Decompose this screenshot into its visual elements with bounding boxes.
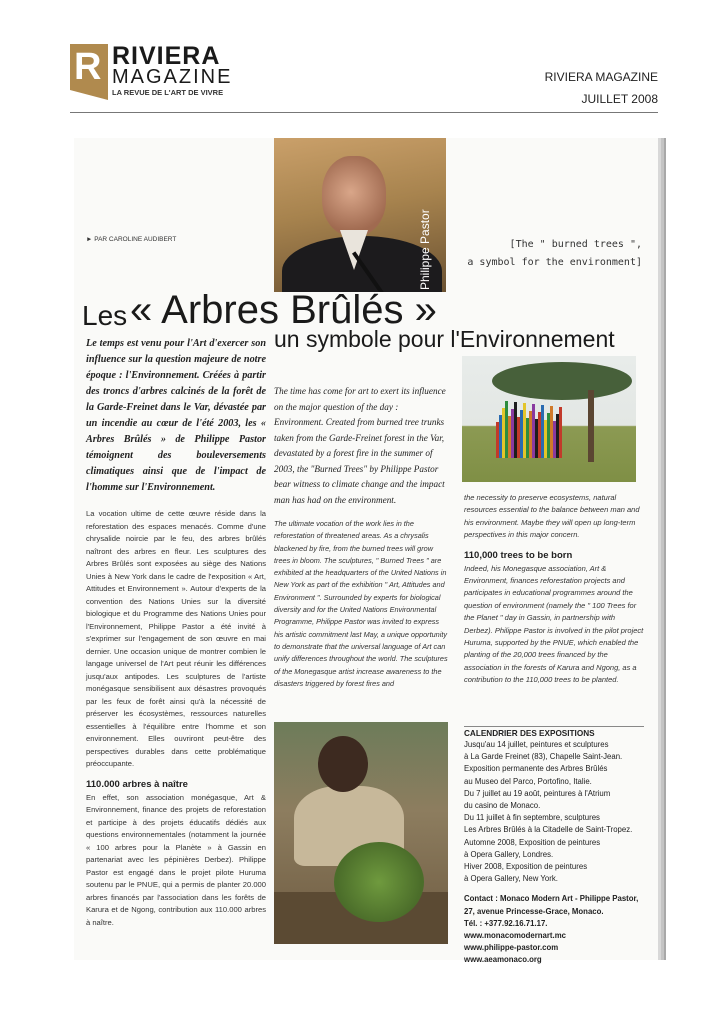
header-info [545, 66, 658, 110]
body-column-fr [86, 508, 266, 929]
lead-paragraph-en: The time has come for art to exert its influence on the major question of the day : Environment. Created from burned tree trunks taken from the Garde-Freinet forest in the Var, devastated by a forest fire in the summer of 2003, the "Burned Trees" by Philippe Pastor bear witness to climate change and the impact man has had on the environment. [274, 386, 446, 505]
calendar-line: Du 11 juillet à fin septembre, sculptures [464, 813, 600, 823]
logo-riviera-text: RIVIERA [112, 42, 221, 70]
body-paragraph: the necessity to preserve ecosystems, natural resources essential to the balance between man and his environment. Maybe they will open up long-term perspectives in this major concern. [464, 493, 640, 540]
contact-label: Contact : [464, 894, 498, 904]
calendar-line: Hiver 2008, Exposition de peintures [464, 862, 588, 872]
calendar-line: du casino de Monaco. [464, 801, 541, 811]
logo-mark: R [70, 44, 108, 100]
exhibition-calendar [464, 726, 644, 967]
calendar-line: à Opera Gallery, New York. [464, 874, 558, 884]
body-paragraph: La vocation ultime de cette œuvre réside dans la reforestation des espaces menacés. Comme d'une chrysalide noircie par le feu, des arbres brûlés naîtront des arbres en fleur. Les sculptures des Arbres Brûlés sont exposées au siège des Nations Unies à New York dans le cadre de l'exposition « Art, Attitudes et Environnement ». Autour d'experts de la convention des Nations Unies sur la diversité biologique et du Programme des Nations Unies pour l'Environnement, Philippe Pastor a été invité à s'exprimer sur l'engagement de son œuvre en mai dernier. Une occasion unique de montrer combien le langage universel de l'Art peut réunir les différences jusqu'aux antipodes. Les sculptures de l'artiste monégasque sensibilisent aux désastres provoqués par les feux de forêt ainsi qu'à la nécessité de préserver les écosystèmes, ressources naturelles essentielles à l'équilibre entre l'homme et son environnement. Elles ouvriront peut-être des perspectives durables dans cette problématique préoccupante. [86, 509, 266, 768]
body-paragraph: En effet, son association monégasque, Art & Environnement, finance des projets de reforestation et participe à des projets éducatifs dédiés aux questions environnementales (notamment la journée « 100 arbres pour la Planète » à Gassin en partenariat avec les pépinières Derbez). Philippe Pastor est engagé dans le projet pilote Huruma soutenu par le PNUE, qui a permis de planter 20.000 arbres financés par l'association dans les forêts de Karura et de Ngong, contribution aux 110.000 arbres à naître. [86, 792, 266, 927]
calendar-line: Exposition permanente des Arbres Brûlés [464, 764, 608, 774]
contact-line: 27, avenue Princesse-Grace, Monaco. [464, 906, 604, 916]
contact-line: www.philippe-pastor.com [464, 943, 559, 953]
calendar-line: à La Garde Freinet (83), Chapelle Saint-Jean. [464, 752, 623, 762]
article-byline: ► PAR CAROLINE AUDIBERT [86, 236, 177, 243]
calendar-line: au Museo del Parco, Portofino, Italie. [464, 776, 592, 786]
contact-line: Monaco Modern Art - Philippe Pastor, [499, 894, 639, 904]
burned-trees-installation-photo [462, 356, 636, 482]
contact-block [464, 893, 644, 966]
article-title-les: Les [82, 300, 128, 331]
calendar-line: à Opera Gallery, Londres. [464, 849, 554, 859]
logo-tagline: LA REVUE DE L'ART DE VIVRE [112, 88, 224, 97]
issue-date: JUILLET 2008 [581, 92, 658, 106]
calendar-line: Les Arbres Brûlés à la Citadelle de Saint-Tropez. [464, 825, 633, 835]
contact-line: Tél. : +377.92.16.71.17. [464, 918, 548, 928]
logo-magazine-text: MAGAZINE [112, 66, 233, 88]
body-paragraph: The ultimate vocation of the work lies in the reforestation of threatened areas. As a chrysalis blackened by fire, from the burned trees will grow trees in bloom. The sculptures, " Burned Trees " are exhibited at the headquarters of the United Nations in New York as part of the exhibition " Art, Attitudes and Environment ". Surrounded by experts for biological diversity and for the United Nations Environmental Programme, Philippe Pastor was invited to express his artistic commitment last May, a unique opportunity to demonstrate that the universal language of Art can unify differences throughout the world. The sculptures of the Monegasque artist increase awareness to the disasters triggered by forest fires and [274, 519, 448, 688]
article-subtitle: un symbole pour l'Environnement [274, 326, 615, 352]
body-column-en-continued [464, 492, 644, 687]
contact-line: www.monacomodernart.mc [464, 931, 566, 941]
section-heading: 110,000 trees to be born [464, 549, 573, 561]
pull-quote: [The " burned trees ", a symbol for the environment] [467, 239, 642, 268]
contact-line: www.aeamonaco.org [464, 955, 542, 965]
calendar-line: Du 7 juillet au 19 août, peintures à l'Atrium [464, 788, 611, 798]
lead-paragraph-fr: Le temps est venu pour l'Art d'exercer son influence sur la question majeure de notre époque : l'Environnement. Créées à partir des troncs d'arbres calcinés de la forêt de la Garde-Freinet dans le Var, dévastée par un incendie au cœur de l'été 2003, les « Arbres Brûlés » de Philippe Pastor témoignent des bouleversements climatiques ainsi que de l'impact de l'homme sur l'Environnement. [86, 338, 266, 493]
child-planting-tree-photo [274, 722, 448, 944]
photo-credit: Philippe Pastor [418, 209, 432, 290]
calendar-line: Jusqu'au 14 juillet, peintures et sculptures [464, 740, 609, 749]
riviera-magazine-logo [70, 44, 270, 102]
calendar-title: CALENDRIER DES EXPOSITIONS [464, 726, 644, 738]
body-column-en [274, 518, 448, 690]
section-heading: 110.000 arbres à naître [86, 778, 188, 790]
article-title: « Arbres Brûlés » [130, 288, 437, 332]
header-divider [70, 112, 658, 113]
burned-tree-pole [559, 407, 562, 458]
calendar-line: Automne 2008, Exposition de peintures [464, 837, 601, 847]
calendar-entries [464, 739, 644, 885]
body-paragraph: Indeed, his Monegasque association, Art & Environment, finances reforestation projects and participates in educational programmes around the question of environment (namely the " 100 Trees for the Planet " day in Gassin, in partnership with Derbez). Philippe Pastor is involved in the pilot project Huruma, supported by the PNUE, which enabled the planting of the 20,000 trees financed by the association in the forests of Karura and Ngong, as a contribution to the 110,000 trees to be planted. [464, 563, 644, 685]
publication-name: RIVIERA MAGAZINE [544, 70, 658, 84]
